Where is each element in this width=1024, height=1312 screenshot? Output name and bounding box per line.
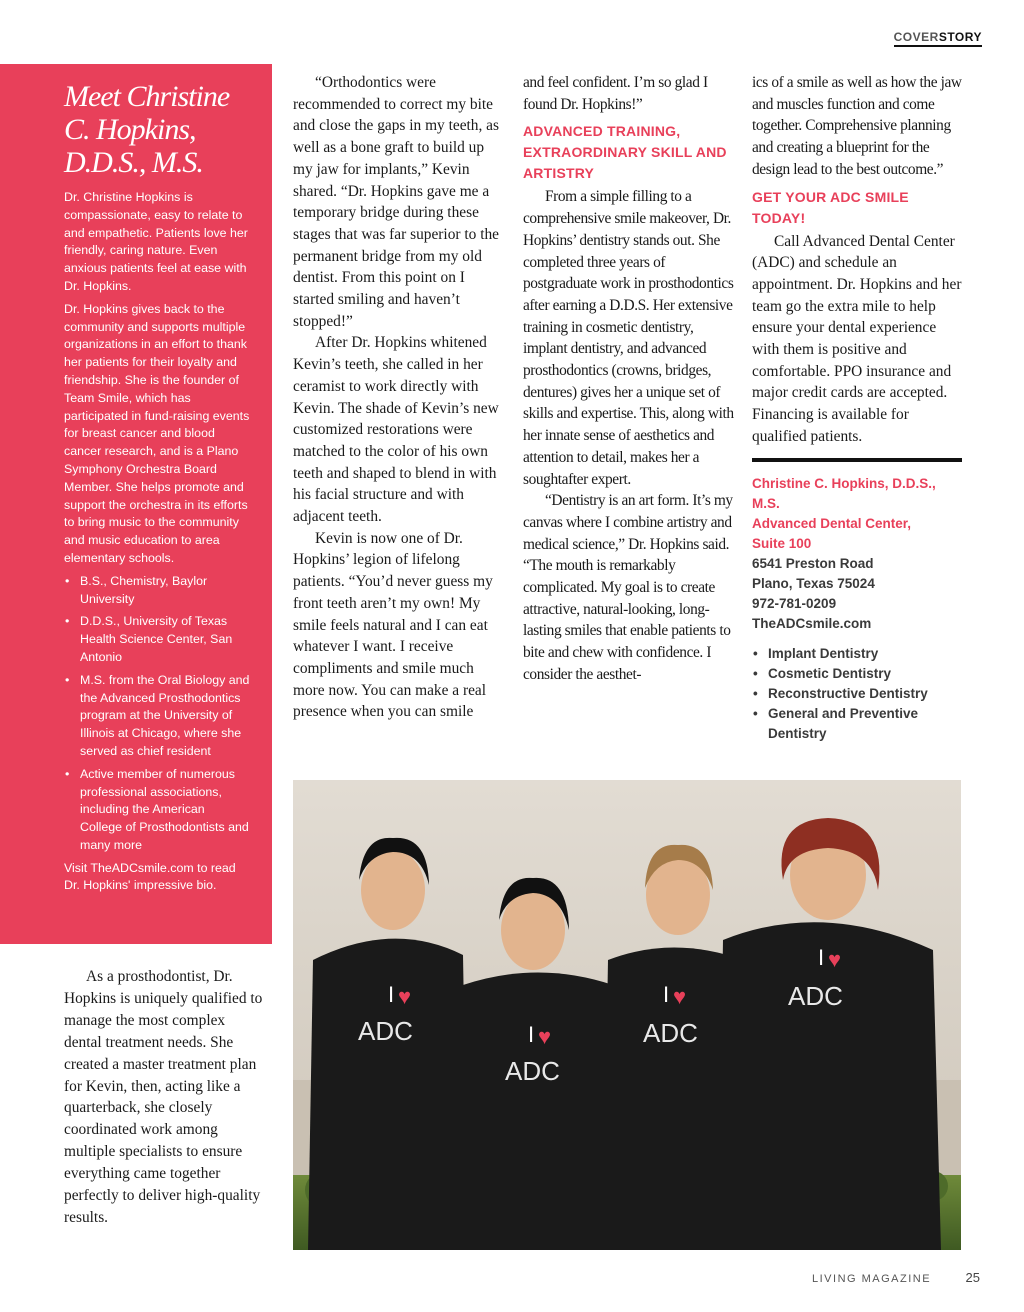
sidebar-community: Dr. Hopkins gives back to the community and supports multiple organizations in an effort to thank her patients for their loyalty and friendship. She is the founder of Team Smile, which has participated in fund-raising events for breast cancer and blood cancer research, and is a Plano Symphony Orchestra Board Member. She helps promote and support the orchestra in its efforts to bring music to the community and music education to area elementary schools.	[64, 301, 250, 565]
credentials-list	[64, 573, 250, 855]
sidebar-closing: Visit TheADCsmile.com to read Dr. Hopkins' impressive bio.	[64, 860, 236, 893]
article-column-1	[293, 72, 503, 723]
contact-block	[752, 474, 962, 634]
section-kicker: COVERSTORY	[894, 30, 982, 47]
contact-name: Christine C. Hopkins, D.D.S., M.S.	[752, 475, 936, 511]
body-paragraph: Kevin is now one of Dr. Hopkins’ legion of lifelong patients. “You’d never guess my front teeth aren’t my own! My smile feels natural and I can eat whatever I want. I receive compliments and smile much more now. You can make a real presence when you can smile	[293, 529, 493, 721]
body-paragraph: After Dr. Hopkins whitened Kevin’s teeth, she called in her ceramist to work directly with Kevin. The shade of Kevin’s new customized restorations were matched to the color of his own teeth and shaped to blend in with his facial structure and with adjacent teeth.	[293, 334, 499, 526]
body-paragraph: “Dentistry is an art form. It’s my canvas where I combine artistry and medical science,” Dr. Hopkins said. “The mouth is remarkably complicated. My goal is to create attractive, natural-looking, long-lasting smiles that enable patients to bite and chew with confidence. I consider the aesthet-	[523, 492, 733, 683]
contact-city: Plano, Texas 75024	[752, 575, 875, 591]
shirt-love-text: I	[528, 1022, 535, 1047]
bio-sidebar	[0, 64, 272, 944]
contact-website: TheADCsmile.com	[752, 615, 872, 631]
body-paragraph: From a simple filling to a comprehensive smile makeover, Dr. Hopkins’ dentistry stands out. She completed three years of postgraduate work in prosthodontics after earning a D.D.S. Her extensive training in cosmetic dentistry, implant dentistry, and advanced prosthodontics (crowns, bridges, dentures) gives her a unique set of skills and expertise. This, along with her innate sense of aesthetics and attention to detail, makes her a soughtafter expert.	[523, 188, 734, 488]
heart-icon: ♥	[828, 947, 842, 972]
heart-icon: ♥	[673, 984, 687, 1009]
service-item: • General and Preventive Dentistry	[752, 704, 962, 744]
service-item: • Cosmetic Dentistry	[752, 664, 962, 684]
section-heading: GET YOUR ADC SMILE TODAY!	[752, 188, 909, 226]
section-heading: ADVANCED TRAINING, EXTRAORDINARY SKILL AND ARTISTRY	[523, 123, 727, 182]
shirt-love-text: I	[388, 982, 395, 1007]
article-column-3	[752, 72, 962, 744]
shirt-text: ADC	[505, 1056, 560, 1086]
shirt-text: ADC	[788, 981, 843, 1011]
contact-street: 6541 Preston Road	[752, 555, 874, 571]
bottom-left-column	[64, 966, 264, 1229]
shirt-love-text: I	[663, 982, 670, 1007]
team-photo-illustration	[293, 780, 961, 1250]
body-paragraph: “Orthodontics were recommended to correct my bite and close the gaps in my teeth, as well as a bone graft to build up my jaw for implants,” Kevin shared. “Dr. Hopkins gave me a temporary bridge during these stages that was far superior to the permanent bridge from my old dentist. From this point on I started smiling and haven’t stopped!”	[293, 74, 500, 330]
magazine-name: LIVING MAGAZINE	[812, 1273, 932, 1285]
page-number: 25	[965, 1270, 980, 1285]
contact-phone: 972-781-0209	[752, 595, 837, 611]
credential-item: • D.D.S., University of Texas Health Science Center, San Antonio	[64, 613, 250, 666]
credential-item: • B.S., Chemistry, Baylor University	[64, 573, 250, 609]
body-paragraph: As a prosthodontist, Dr. Hopkins is uniquely qualified to manage the most complex dental treatment needs. She created a master treatment plan for Kevin, then, acting like a quarterback, she closely coordinated work among multiple specialists to ensure everything came together perfectly to deliver high-quality results.	[64, 968, 263, 1226]
body-paragraph: Call Advanced Dental Center (ADC) and schedule an appointment. Dr. Hopkins and her team go the extra mile to help ensure your dental experience with them is positive and comfortable. PPO insurance and major credit cards are accepted. Financing is available for qualified patients.	[752, 232, 962, 445]
page-footer	[812, 1269, 980, 1287]
body-paragraph: and feel confident. I’m so glad I found Dr. Hopkins!”	[523, 74, 708, 113]
article-column-2	[523, 72, 735, 686]
heart-icon: ♥	[538, 1024, 552, 1049]
service-item: • Reconstructive Dentistry	[752, 684, 962, 704]
sidebar-title: Meet Christine C. Hopkins, D.D.S., M.S.	[64, 80, 230, 179]
body-paragraph: ics of a smile as well as how the jaw and muscles function and come together. Comprehensive planning and creating a blueprint for the design lead to the best outcome.”	[752, 74, 962, 178]
heart-icon: ♥	[398, 984, 412, 1009]
service-item: • Implant Dentistry	[752, 644, 962, 664]
credential-item: • Active member of numerous professional associations, including the American College of Prosthodontists and many more	[64, 766, 250, 855]
divider	[752, 458, 962, 462]
shirt-text: ADC	[358, 1016, 413, 1046]
shirt-text: ADC	[643, 1018, 698, 1048]
services-list	[752, 644, 962, 744]
sidebar-intro: Dr. Christine Hopkins is compassionate, easy to relate to and empathetic. Patients love her friendly, caring nature. Even anxious patients feel at ease with Dr. Hopkins.	[64, 190, 248, 293]
shirt-love-text: I	[818, 945, 825, 970]
contact-practice: Advanced Dental Center,	[752, 515, 912, 531]
credential-item: • M.S. from the Oral Biology and the Advanced Prosthodontics program at the University of Illinois at Chicago, where she served as chief resident	[64, 672, 250, 761]
team-photo	[293, 780, 961, 1250]
contact-suite: Suite 100	[752, 535, 812, 551]
